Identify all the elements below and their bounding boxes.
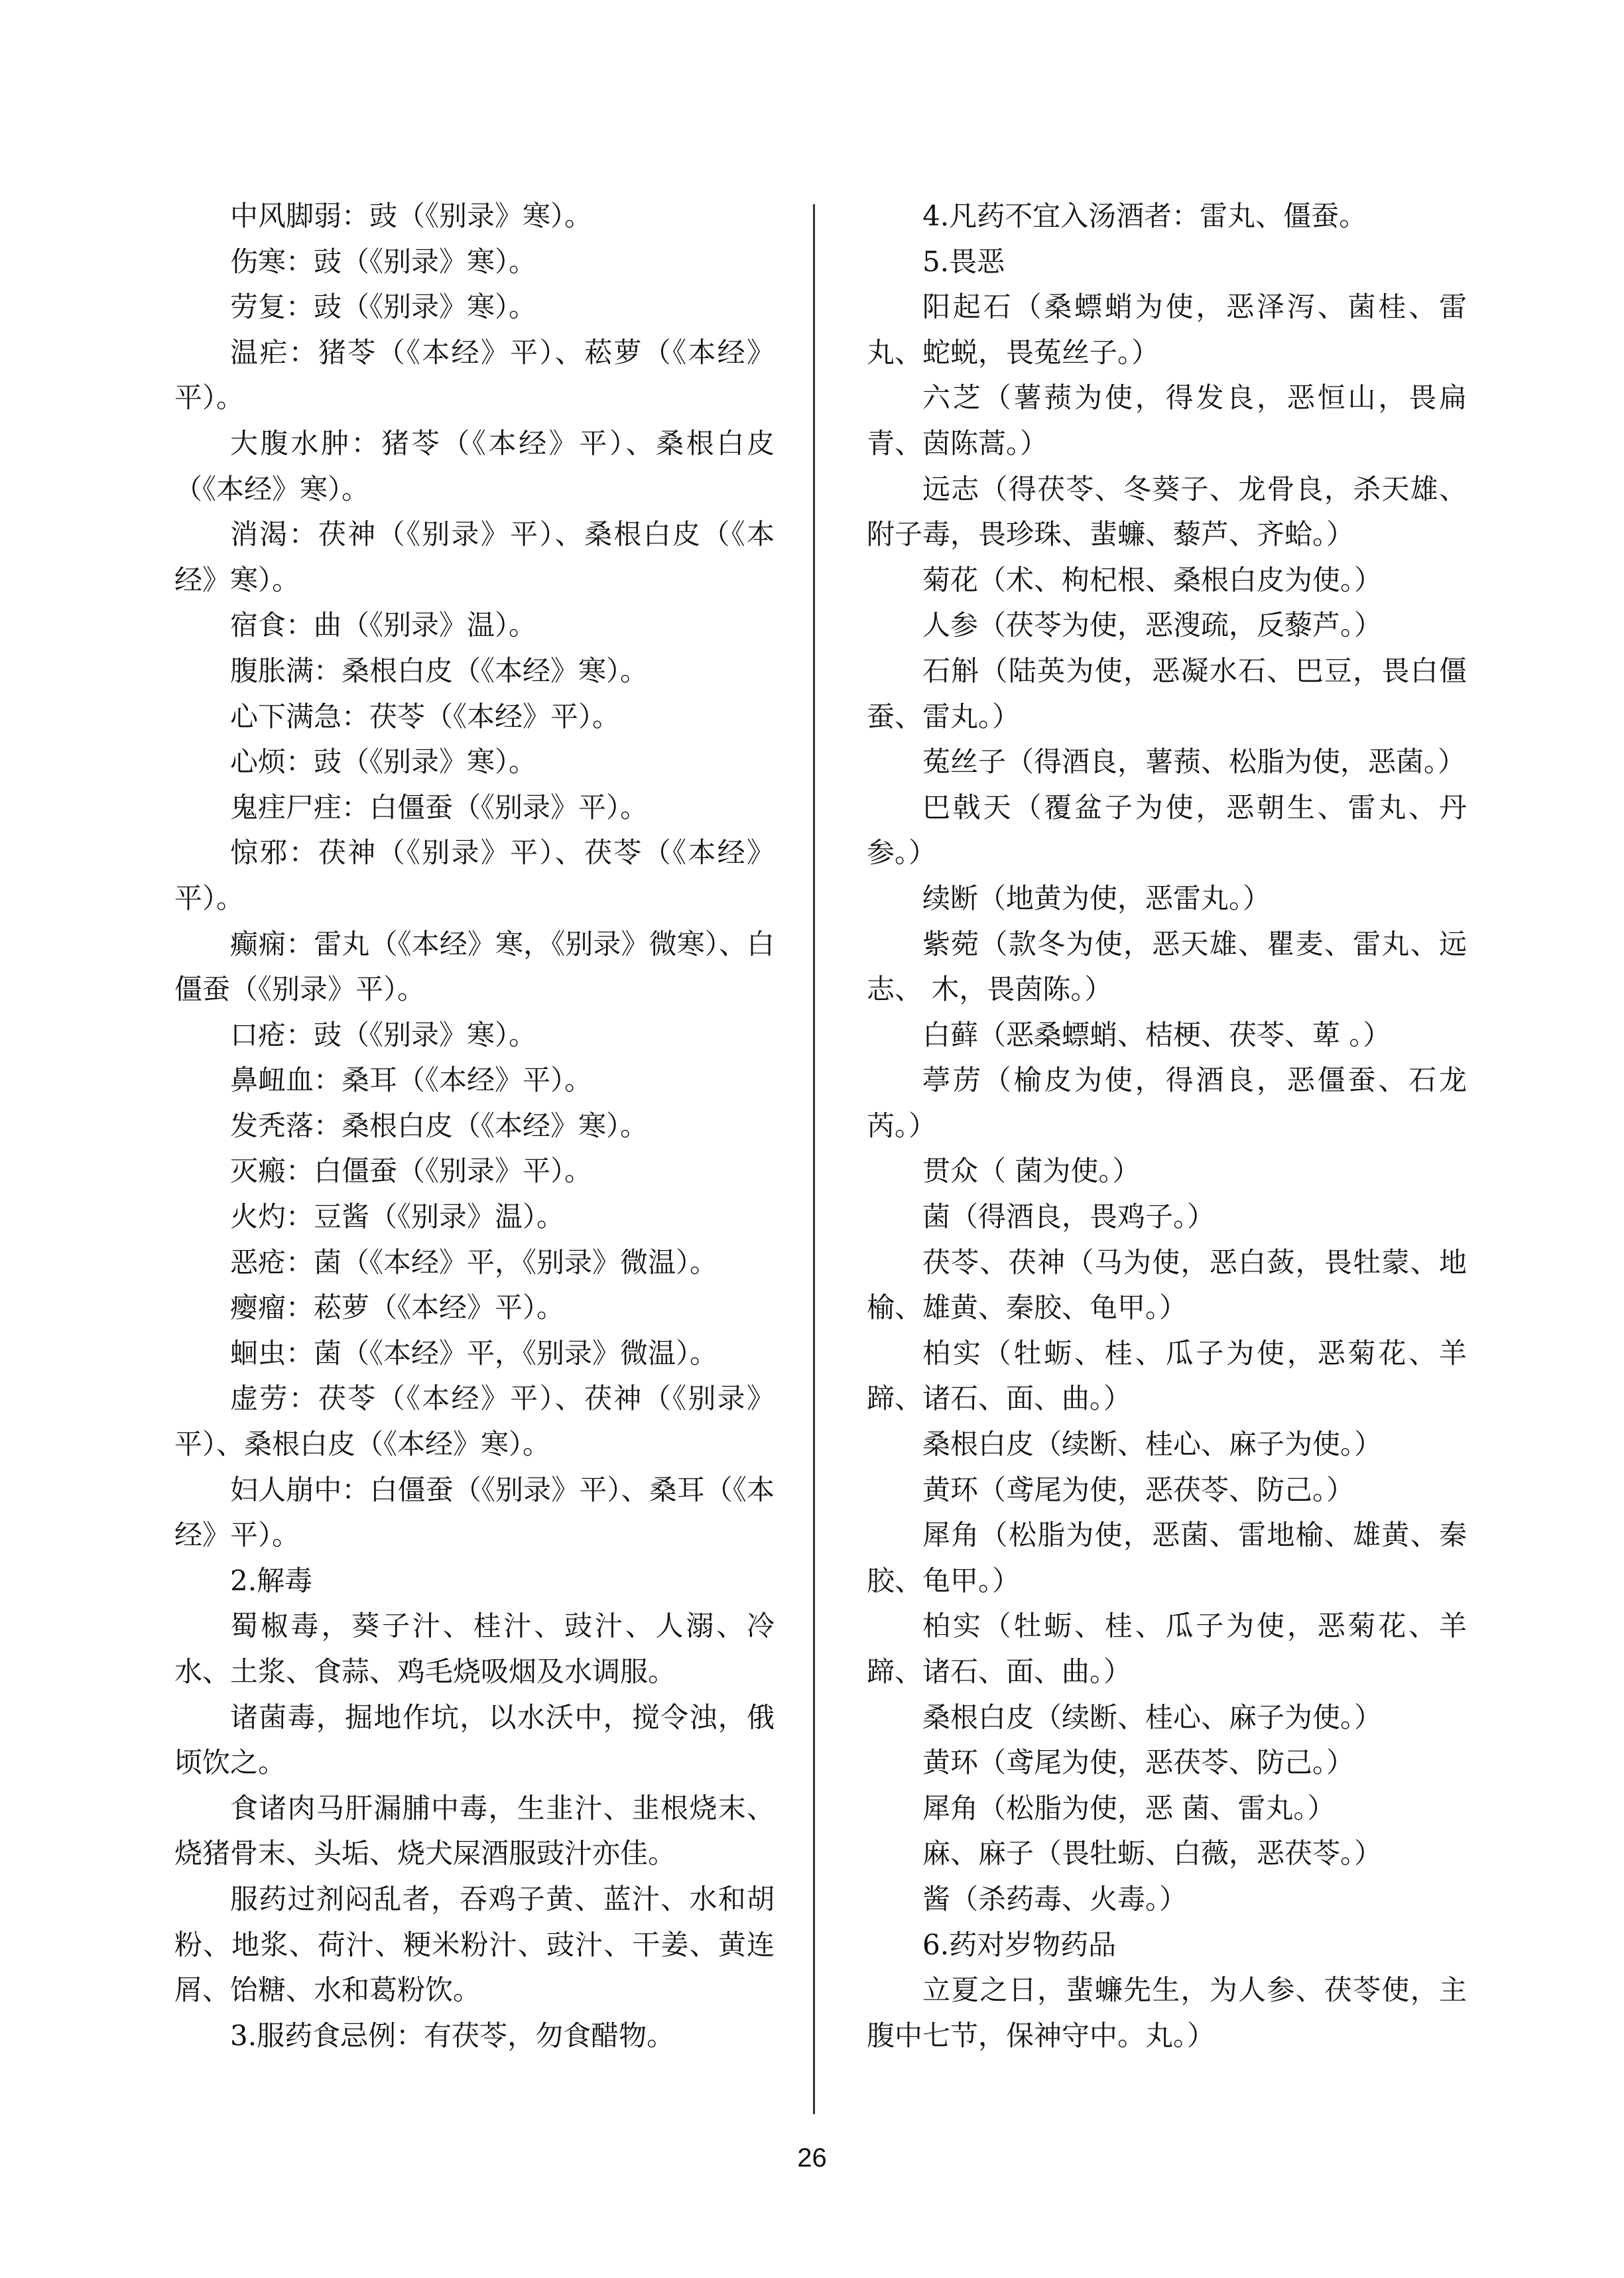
paragraph: 麻、麻子（畏牡蛎、白薇，恶茯苓。） bbox=[922, 1837, 1383, 1870]
paragraph: 葶苈（榆皮为使，得酒良，恶僵蚕、石龙芮。） bbox=[867, 1064, 1467, 1142]
paragraph: 巴戟天（覆盆子为使，恶朝生、雷丸、丹参。） bbox=[867, 791, 1467, 869]
paragraph: 劳复：豉（《别录》寒）。 bbox=[230, 290, 537, 324]
paragraph: 口疮：豉（《别录》寒）。 bbox=[230, 1018, 537, 1051]
paragraph: 白藓（恶桑螵蛸、桔梗、茯苓、萆 。） bbox=[922, 1018, 1391, 1051]
paragraph: 宿食：曲（《别录》温）。 bbox=[230, 609, 537, 642]
paragraph: 发秃落：桑根白皮（《本经》寒）。 bbox=[230, 1109, 649, 1142]
paragraph: 恶疮：菌（《本经》平，《别录》微温）。 bbox=[230, 1245, 718, 1279]
paragraph: 蜀椒毒，葵子汁、桂汁、豉汁、人溺、冷水、土浆、食蒜、鸡毛烧吸烟及水调服。 bbox=[174, 1610, 775, 1688]
paragraph: 贯众（ 菌为使。） bbox=[922, 1155, 1141, 1188]
paragraph: 紫菀（款冬为使，恶天雄、瞿麦、雷丸、远志、 木，畏茵陈。） bbox=[867, 927, 1467, 1006]
paragraph: 大腹水肿：猪苓（《本经》平）、桑根白皮（《本经》寒）。 bbox=[174, 426, 775, 505]
paragraph: 菊花（术、枸杞根、桑根白皮为使。） bbox=[922, 563, 1383, 596]
paragraph: 6.药对岁物药品 bbox=[922, 1928, 1117, 1961]
paragraph: 立夏之日，蜚蠊先生，为人参、茯苓使，主腹中七节，保神守中。丸。） bbox=[867, 1974, 1467, 2052]
paragraph: 柏实（牡蛎、桂、瓜子为使，恶菊花、羊蹄、诸石、面、曲。） bbox=[867, 1610, 1467, 1688]
paragraph: 阳起石（桑螵蛸为使，恶泽泻、菌桂、雷丸、蛇蜕，畏菟丝子。） bbox=[867, 290, 1467, 369]
column-divider bbox=[813, 204, 815, 2114]
paragraph: 虚劳：茯苓（《本经》平）、茯神（《别录》平）、桑根白皮（《本经》寒）。 bbox=[174, 1382, 775, 1461]
paragraph: 瘿瘤：菘萝（《本经》平）。 bbox=[230, 1291, 565, 1324]
paragraph: 腹胀满：桑根白皮（《本经》寒）。 bbox=[230, 654, 649, 687]
paragraph: 柏实（牡蛎、桂、瓜子为使，恶菊花、羊蹄、诸石、面、曲。） bbox=[867, 1336, 1467, 1415]
paragraph: 食诸肉马肝漏脯中毒，生韭汁、韭根烧末、烧猪骨末、头垢、烧犬屎酒服豉汁亦佳。 bbox=[174, 1791, 775, 1870]
page-number: 26 bbox=[797, 2143, 827, 2173]
paragraph: 伤寒：豉（《别录》寒）。 bbox=[230, 245, 537, 278]
paragraph: 犀角（松脂为使，恶菌、雷地榆、雄黄、秦胶、龟甲。） bbox=[867, 1519, 1467, 1597]
paragraph: 温疟：猪苓（《本经》平）、菘萝（《本经》平）。 bbox=[174, 336, 775, 414]
paragraph: 远志（得茯苓、冬葵子、龙骨良，杀天雄、附子毒，畏珍珠、蜚蠊、藜芦、齐蛤。） bbox=[867, 472, 1467, 551]
paragraph: 茯苓、茯神（马为使，恶白蔹，畏牡蒙、地榆、雄黄、秦胶、龟甲。） bbox=[867, 1245, 1467, 1324]
paragraph: 灭瘢：白僵蚕（《别录》平）。 bbox=[230, 1155, 593, 1188]
right-column bbox=[867, 194, 1467, 2058]
paragraph: 菌（得酒良，畏鸡子。） bbox=[922, 1200, 1216, 1234]
paragraph: 妇人崩中：白僵蚕（《别录》平）、桑耳（《本经》平）。 bbox=[174, 1473, 775, 1552]
paragraph: 续断（地黄为使，恶雷丸。） bbox=[922, 881, 1271, 915]
paragraph: 5.畏恶 bbox=[922, 245, 1005, 278]
paragraph: 人参（茯苓为使，恶溲疏，反藜芦。） bbox=[922, 609, 1383, 642]
paragraph: 心下满急：茯苓（《本经》平）。 bbox=[230, 700, 621, 733]
paragraph: 黄环（鸢尾为使，恶茯苓、防己。） bbox=[922, 1746, 1355, 1779]
paragraph: 惊邪：茯神（《别录》平）、茯苓（《本经》平）。 bbox=[174, 836, 775, 915]
paragraph: 菟丝子（得酒良，薯蓣、松脂为使，恶菌。） bbox=[922, 745, 1466, 779]
paragraph: 消渴：茯神（《别录》平）、桑根白皮（《本经》寒）。 bbox=[174, 518, 775, 596]
left-column bbox=[174, 194, 775, 2058]
paragraph: 鬼疰尸疰：白僵蚕（《别录》平）。 bbox=[230, 791, 649, 824]
paragraph: 心烦：豉（《别录》寒）。 bbox=[230, 745, 537, 779]
paragraph: 火灼：豆酱（《别录》温）。 bbox=[230, 1200, 565, 1234]
paragraph: 六芝（薯蓣为使，得发良，恶恒山，畏扁青、茵陈蒿。） bbox=[867, 381, 1467, 460]
paragraph: 石斛（陆英为使，恶凝水石、巴豆，畏白僵蚕、雷丸。） bbox=[867, 654, 1467, 733]
paragraph: 4.凡药不宜入汤酒者：雷丸、僵蚕。 bbox=[922, 200, 1367, 232]
paragraph: 酱（杀药毒、火毒。） bbox=[922, 1882, 1188, 1915]
paragraph: 2.解毒 bbox=[230, 1564, 313, 1597]
paragraph: 桑根白皮（续断、桂心、麻子为使。） bbox=[922, 1428, 1383, 1461]
paragraph: 桑根白皮（续断、桂心、麻子为使。） bbox=[922, 1700, 1383, 1734]
paragraph: 黄环（鸢尾为使，恶茯苓、防己。） bbox=[922, 1473, 1355, 1506]
paragraph: 服药过剂闷乱者，吞鸡子黄、蓝汁、水和胡粉、地浆、荷汁、粳米粉汁、豉汁、干姜、黄连屑、饴糖、水和葛粉饮。 bbox=[174, 1882, 775, 2007]
paragraph: 犀角（松脂为使，恶 菌、雷丸。） bbox=[922, 1791, 1336, 1824]
paragraph: 蛔虫：菌（《本经》平，《别录》微温）。 bbox=[230, 1336, 718, 1369]
paragraph: 癫痫：雷丸（《本经》寒，《别录》微寒）、白僵蚕（《别录》平）。 bbox=[174, 927, 775, 1006]
paragraph: 中风脚弱：豉（《别录》寒）。 bbox=[230, 200, 593, 232]
paragraph: 诸菌毒，掘地作坑，以水沃中，搅令浊，俄顷饮之。 bbox=[174, 1700, 775, 1779]
paragraph: 3.服药食忌例：有茯苓，勿食醋物。 bbox=[230, 2019, 675, 2052]
paragraph: 鼻衄血：桑耳（《本经》平）。 bbox=[230, 1064, 593, 1097]
